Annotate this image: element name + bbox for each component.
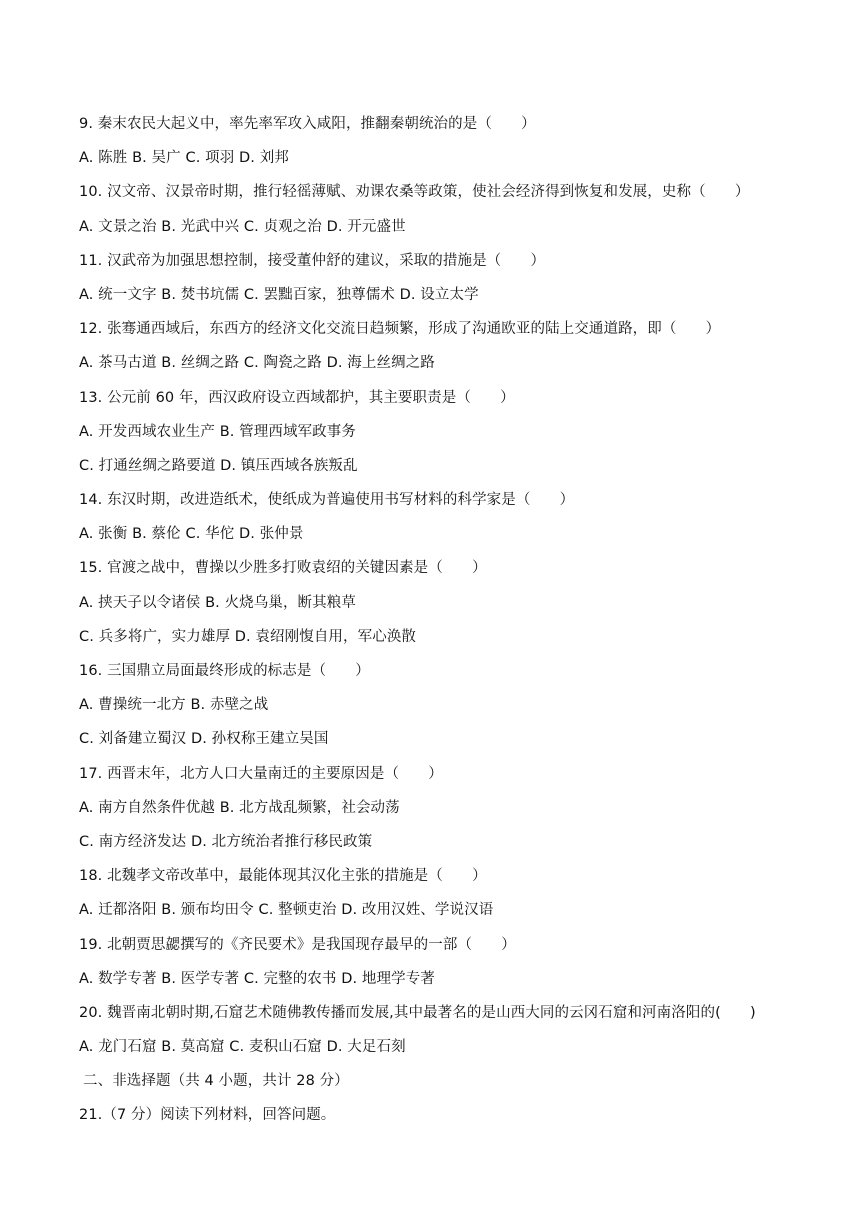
question-12-stem: 12. 张骞通西域后，东西方的经济文化交流日趋频繁，形成了沟通欧亚的陆上交通道路，即（ ） [79,321,721,338]
question-21-stem: 21.（7 分）阅读下列材料，回答问题。 [79,1107,336,1124]
question-18-stem: 18. 北魏孝文帝改革中，最能体现其汉化主张的措施是（ ） [79,868,487,885]
question-13-options-cd: C. 打通丝绸之路要道 D. 镇压西域各族叛乱 [79,457,358,474]
question-16-options-cd: C. 刘备建立蜀汉 D. 孙权称王建立吴国 [79,731,329,748]
question-19-options: A. 数学专著 B. 医学专著 C. 完整的农书 D. 地理学专著 [79,970,435,987]
question-list [79,111,799,1137]
question-10-stem: 10. 汉文帝、汉景帝时期，推行轻徭薄赋、劝课农桑等政策，使社会经济得到恢复和发展，史称（ ） [79,184,750,201]
question-18-options: A. 迁都洛阳 B. 颁布均田令 C. 整顿吏治 D. 改用汉姓、学说汉语 [79,902,494,919]
question-11-options: A. 统一文字 B. 焚书坑儒 C. 罢黜百家，独尊儒术 D. 设立太学 [79,286,479,303]
question-17-options-cd: C. 南方经济发达 D. 北方统治者推行移民政策 [79,833,373,850]
question-9-stem: 9. 秦末农民大起义中，率先率军攻入咸阳，推翻秦朝统治的是（ ） [79,116,536,132]
question-14-stem: 14. 东汉时期，改进造纸术，使纸成为普遍使用书写材料的科学家是（ ） [79,492,575,509]
question-19-stem: 19. 北朝贾思勰撰写的《齐民要术》是我国现存最早的一部（ ） [79,936,516,953]
question-15-stem: 15. 官渡之战中，曹操以少胜多打败袁绍的关键因素是（ ） [79,560,487,577]
question-17-stem: 17. 西晋末年，北方人口大量南迁的主要原因是（ ） [79,765,443,782]
question-11-stem: 11. 汉武帝为加强思想控制，接受董仲舒的建议，采取的措施是（ ） [79,252,546,269]
question-13-options-ab: A. 开发西域农业生产 B. 管理西域军政事务 [79,423,356,440]
question-12-options: A. 茶马古道 B. 丝绸之路 C. 陶瓷之路 D. 海上丝绸之路 [79,355,435,372]
section-heading: 二、非选择题（共 4 小题，共计 28 分） [83,1073,349,1090]
question-10-options: A. 文景之治 B. 光武中兴 C. 贞观之治 D. 开元盛世 [79,218,406,235]
question-15-options-cd: C. 兵多将广，实力雄厚 D. 袁绍刚愎自用，军心涣散 [79,628,417,645]
question-17-options-ab: A. 南方自然条件优越 B. 北方战乱频繁，社会动荡 [79,799,400,816]
question-16-options-ab: A. 曹操统一北方 B. 赤壁之战 [79,697,269,714]
question-9-options: A. 陈胜 B. 吴广 C. 项羽 D. 刘邦 [79,150,289,167]
question-14-options: A. 张衡 B. 蔡伦 C. 华佗 D. 张仲景 [79,526,304,543]
question-16-stem: 16. 三国鼎立局面最终形成的标志是（ ） [79,663,370,679]
question-13-stem: 13. 公元前 60 年，西汉政府设立西域都护，其主要职责是（ ） [79,389,515,406]
question-15-options-ab: A. 挟天子以令诸侯 B. 火烧乌巢，断其粮草 [79,594,356,611]
question-20-options: A. 龙门石窟 B. 莫高窟 C. 麦积山石窟 D. 大足石刻 [79,1039,406,1056]
question-20-stem: 20. 魏晋南北朝时期,石窟艺术随佛教传播而发展,其中最著名的是山西大同的云冈石窟和河南洛阳的( ) [79,1004,756,1021]
